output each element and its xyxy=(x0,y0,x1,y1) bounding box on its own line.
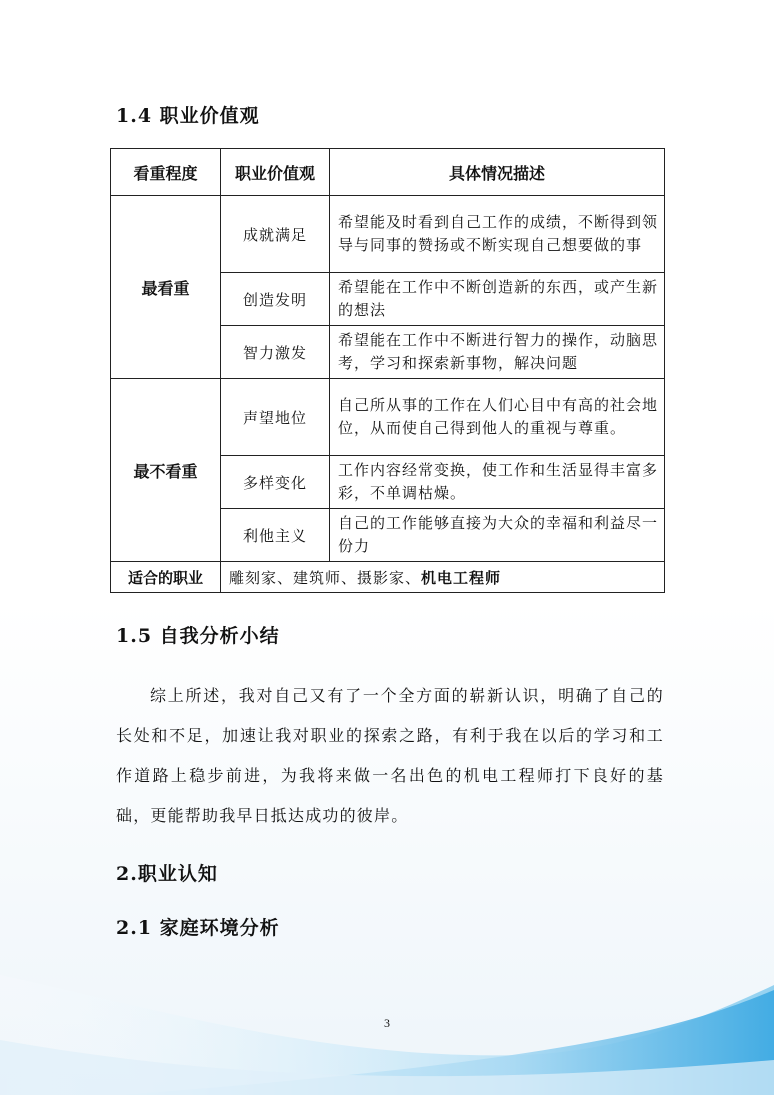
description-cell: 希望能及时看到自己工作的成绩，不断得到领导与同事的赞扬或不断实现自己想要做的事 xyxy=(330,196,665,273)
career-values-table xyxy=(110,148,665,593)
page-number: 3 xyxy=(384,1016,390,1030)
suitable-jobs-value xyxy=(221,562,665,593)
career-value-cell: 多样变化 xyxy=(221,456,330,509)
section-heading-1-5: 1.5 自我分析小结 xyxy=(116,625,280,647)
table-header-row xyxy=(111,149,665,196)
career-value-cell: 创造发明 xyxy=(221,273,330,326)
description-cell: 希望能在工作中不断创造新的东西，或产生新的想法 xyxy=(330,273,665,326)
career-value-cell: 成就满足 xyxy=(221,196,330,273)
description-cell: 自己的工作能够直接为大众的幸福和利益尽一份力 xyxy=(330,509,665,562)
suitable-jobs-emphasis: 机电工程师 xyxy=(421,568,502,587)
suitable-jobs-row xyxy=(111,562,665,593)
section-heading-2-1: 2.1 家庭环境分析 xyxy=(116,917,280,939)
career-value-cell: 智力激发 xyxy=(221,326,330,379)
level-least-valued: 最不看重 xyxy=(111,379,221,562)
section-heading-1-4: 1.4 职业价值观 xyxy=(116,105,260,127)
header-description: 具体情况描述 xyxy=(330,149,665,196)
career-value-cell: 利他主义 xyxy=(221,509,330,562)
description-cell: 希望能在工作中不断进行智力的操作，动脑思考，学习和探索新事物，解决问题 xyxy=(330,326,665,379)
suitable-jobs-label: 适合的职业 xyxy=(111,562,221,593)
description-cell: 自己所从事的工作在人们心目中有高的社会地位，从而使自己得到他人的重视与尊重。 xyxy=(330,379,665,456)
level-most-valued: 最看重 xyxy=(111,196,221,379)
header-importance: 看重程度 xyxy=(111,149,221,196)
header-career-value: 职业价值观 xyxy=(221,149,330,196)
self-analysis-summary-paragraph: 综上所述，我对自己又有了一个全方面的崭新认识，明确了自己的长处和不足，加速让我对职业的探索之路，有利于我在以后的学习和工作道路上稳步前进，为我将来做一名出色的机电工程师打下良好的基础，更能帮助我早日抵达成功的彼岸。 xyxy=(116,686,664,825)
career-value-cell: 声望地位 xyxy=(221,379,330,456)
table-row xyxy=(111,196,665,273)
description-cell: 工作内容经常变换，使工作和生活显得丰富多彩，不单调枯燥。 xyxy=(330,456,665,509)
table-row xyxy=(111,379,665,456)
suitable-jobs-list: 雕刻家、建筑师、摄影家、 xyxy=(229,568,422,587)
section-heading-2: 2.职业认知 xyxy=(116,863,218,885)
